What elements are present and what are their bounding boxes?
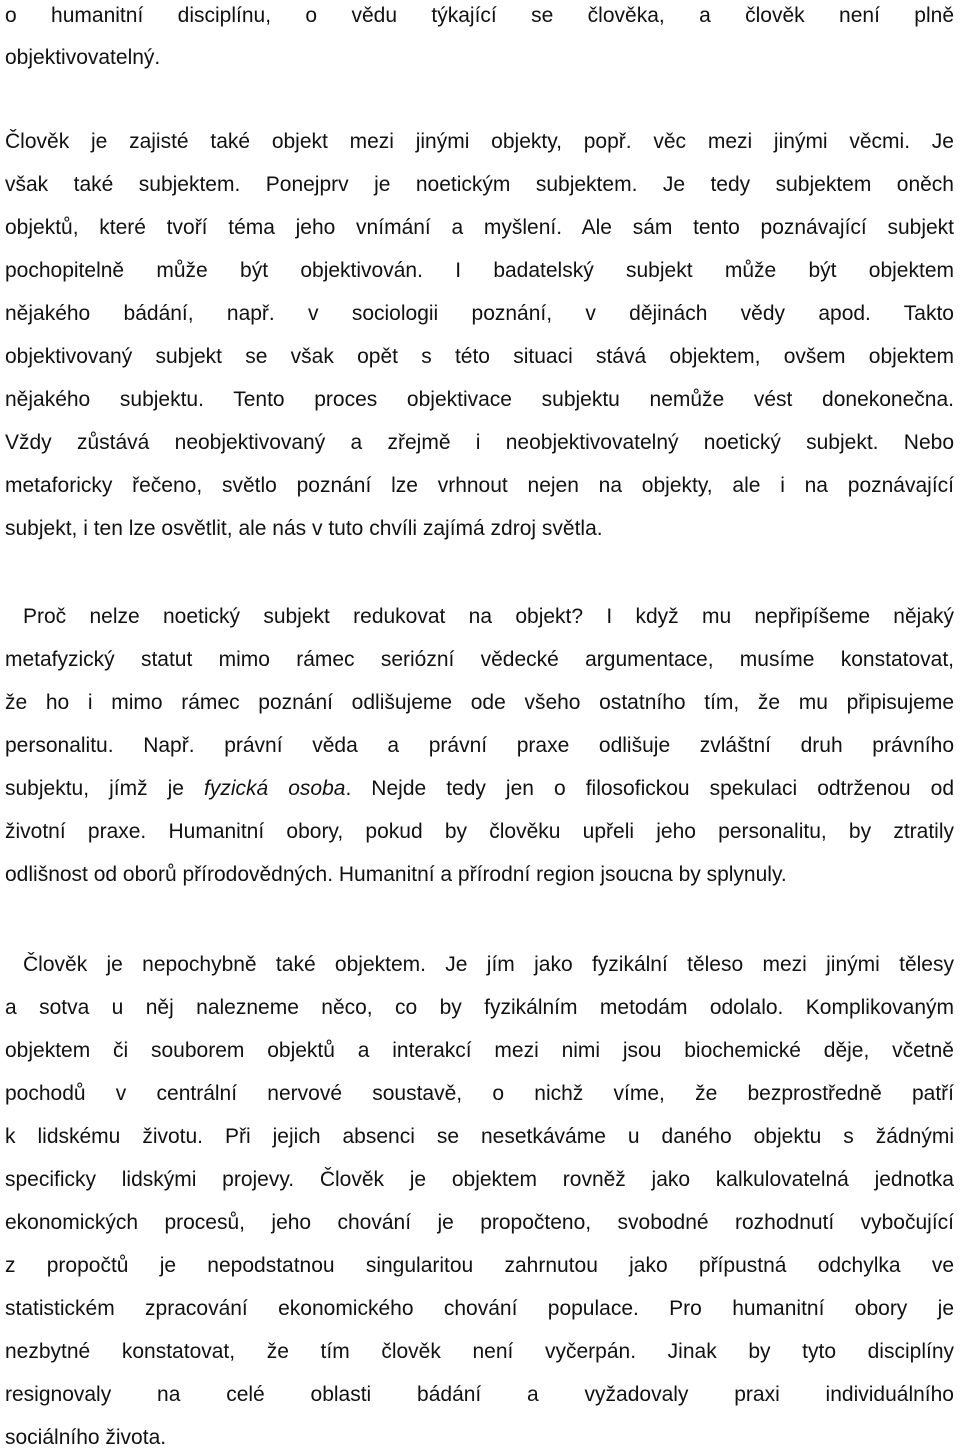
text-line-mixed	[5, 776, 954, 802]
text-line: objektivovaný subjekt se však opět s této situaci stává objektem, ovšem objektem	[5, 345, 954, 368]
text-line: však také subjektem. Ponejprv je noetickým subjektem. Je tedy subjektem oněch	[5, 173, 954, 196]
text-line: ekonomických procesů, jeho chování je propočteno, svobodné rozhodnutí vybočující	[5, 1211, 954, 1234]
text-line: statistickém zpracování ekonomického chování populace. Pro humanitní obory je	[5, 1297, 954, 1320]
text-line: z propočtů je nepodstatnou singularitou zahrnutou jako přípustná odchylka ve	[5, 1254, 954, 1277]
text-line: sociálního života.	[5, 1426, 167, 1449]
text-line: objektem či souborem objektů a interakcí mezi nimi jsou biochemické děje, včetně	[5, 1039, 954, 1062]
text-line: nějakého bádání, např. v sociologii poznání, v dějinách vědy apod. Takto	[5, 302, 954, 325]
text-line: pochodů v centrální nervové soustavě, o nichž víme, že bezprostředně patří	[5, 1082, 954, 1105]
text-line: personalitu. Např. právní věda a právní praxe odlišuje zvláštní druh právního	[5, 734, 954, 757]
text-line: životní praxe. Humanitní obory, pokud by člověku upřeli jeho personalitu, by ztratily	[5, 820, 954, 843]
text-line: metafyzický statut mimo rámec seriózní vědecké argumentace, musíme konstatovat,	[5, 648, 954, 671]
text-line: metaforicky řečeno, světlo poznání lze vrhnout nejen na objekty, ale i na poznávající	[5, 474, 954, 497]
italic-term: fyzická osoba	[204, 777, 346, 800]
text-line: resignovaly na celé oblasti bádání a vyžadovaly praxi individuálního	[5, 1383, 954, 1406]
text-line: Proč nelze noetický subjekt redukovat na objekt? I když mu nepřipíšeme nějaký	[23, 605, 954, 628]
text-line: specificky lidskými projevy. Člověk je objektem rovněž jako kalkulovatelná jednotka	[5, 1168, 954, 1191]
text-line: Vždy zůstává neobjektivovaný a zřejmě i neobjektivovatelný noetický subjekt. Nebo	[5, 431, 954, 454]
text-run: subjektu, jímž je	[5, 777, 204, 800]
text-line: nějakého subjektu. Tento proces objektivace subjektu nemůže vést donekonečna.	[5, 388, 954, 411]
text-line: objektů, které tvoří téma jeho vnímání a myšlení. Ale sám tento poznávající subjekt	[5, 216, 954, 239]
text-line: a sotva u něj nalezneme něco, co by fyzikálním metodám odolalo. Komplikovaným	[5, 996, 954, 1019]
text-line: subjekt, i ten lze osvětlit, ale nás v tuto chvíli zajímá zdroj světla.	[5, 517, 603, 540]
text-line: že ho i mimo rámec poznání odlišujeme ode všeho ostatního tím, že mu připisujeme	[5, 691, 954, 714]
text-line: k lidskému životu. Při jejich absenci se nesetkáváme u daného objektu s žádnými	[5, 1125, 954, 1148]
text-line: odlišnost od oborů přírodovědných. Humanitní a přírodní region jsoucna by splynuly.	[5, 863, 787, 886]
text-line: Člověk je nepochybně také objektem. Je jím jako fyzikální těleso mezi jinými tělesy	[23, 953, 954, 976]
text-line: Člověk je zajisté také objekt mezi jinými objekty, popř. věc mezi jinými věcmi. Je	[5, 130, 954, 153]
text-line: o humanitní disciplínu, o vědu týkající se člověka, a člověk není plně	[5, 4, 954, 27]
text-line: nezbytné konstatovat, že tím člověk není vyčerpán. Jinak by tyto disciplíny	[5, 1340, 954, 1363]
text-line: objektivovatelný.	[5, 46, 161, 69]
text-line: pochopitelně může být objektivován. I badatelský subjekt může být objektem	[5, 259, 954, 282]
text-run: . Nejde tedy jen o filosofickou spekulaci odtrženou od	[345, 777, 954, 800]
